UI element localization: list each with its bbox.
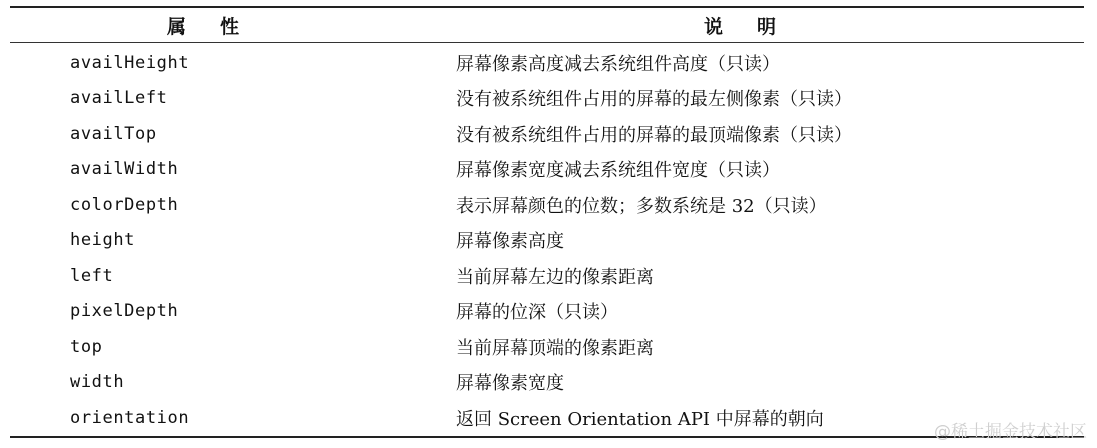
screen-properties-table: [10, 6, 1084, 438]
table-row: [10, 152, 1084, 188]
property-cell: pixelDepth: [70, 301, 179, 322]
description-cell: 表示屏幕颜色的位数；多数系统是 32（只读）: [456, 195, 827, 217]
watermark: @稀土掘金技术社区: [934, 422, 1087, 442]
description-cell: 当前屏幕顶端的像素距离: [456, 337, 654, 359]
property-cell: height: [70, 230, 136, 251]
property-cell: orientation: [70, 407, 190, 428]
description-cell: 返回 Screen Orientation API 中屏幕的朝向: [456, 408, 824, 430]
table-row: [10, 116, 1084, 152]
table-row: [10, 329, 1084, 365]
property-cell: top: [70, 336, 103, 357]
property-cell: availHeight: [70, 52, 190, 73]
property-cell: colorDepth: [70, 194, 179, 215]
description-cell: 屏幕的位深（只读）: [456, 302, 618, 324]
table-header: [10, 8, 1084, 43]
description-cell: 屏幕像素高度减去系统组件高度（只读）: [456, 53, 780, 75]
description-cell: 没有被系统组件占用的屏幕的最左侧像素（只读）: [456, 89, 852, 111]
table-body: [10, 43, 1084, 436]
table-row: [10, 81, 1084, 117]
description-cell: 屏幕像素高度: [456, 231, 564, 253]
description-cell: 屏幕像素宽度减去系统组件宽度（只读）: [456, 160, 780, 182]
table-row: [10, 223, 1084, 259]
description-cell: 没有被系统组件占用的屏幕的最顶端像素（只读）: [456, 124, 852, 146]
table-row: [10, 258, 1084, 294]
property-cell: width: [70, 372, 125, 393]
table-row: [10, 365, 1084, 401]
table-row: [10, 187, 1084, 223]
description-column-header: 说明: [703, 15, 810, 38]
property-cell: availWidth: [70, 159, 179, 180]
description-cell: 屏幕像素宽度: [456, 373, 564, 395]
description-cell: 当前屏幕左边的像素距离: [456, 266, 654, 288]
table-row: [10, 45, 1084, 81]
table-row: [10, 400, 1084, 436]
property-cell: availLeft: [70, 88, 168, 109]
property-cell: availTop: [70, 123, 157, 144]
property-cell: left: [70, 265, 114, 286]
property-column-header: 属性: [166, 15, 273, 38]
table-row: [10, 294, 1084, 330]
